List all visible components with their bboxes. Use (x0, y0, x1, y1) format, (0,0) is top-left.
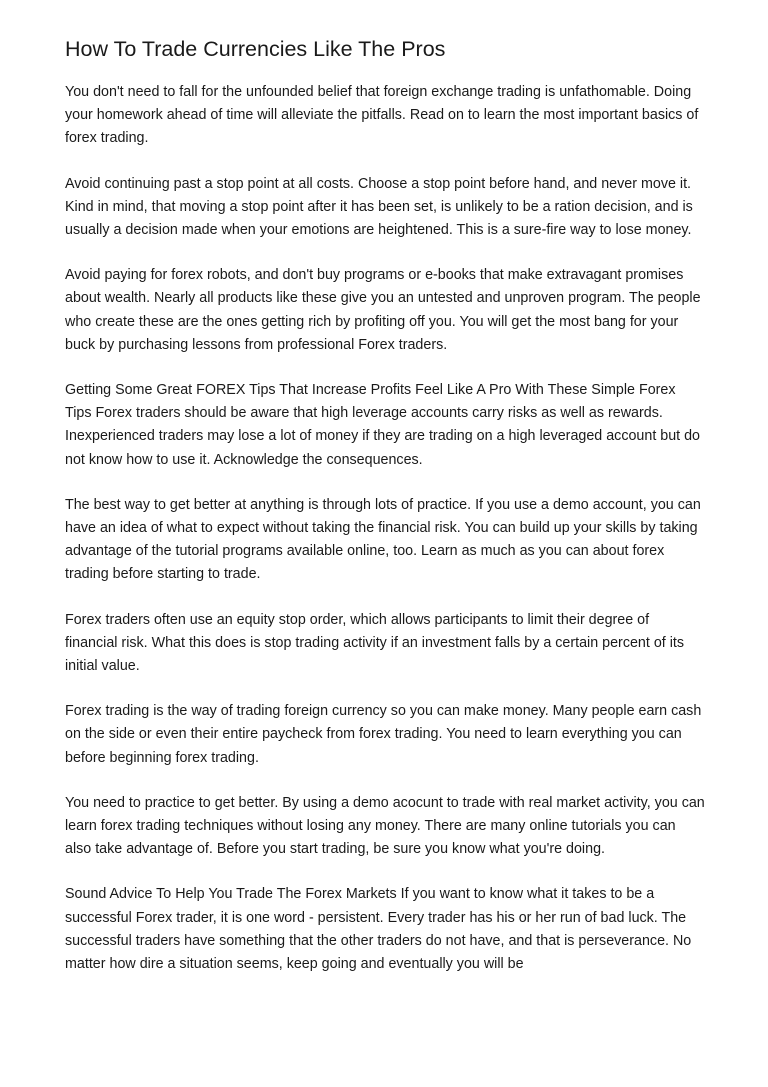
page-title: How To Trade Currencies Like The Pros (65, 37, 446, 61)
paragraph-3: Avoid paying for forex robots, and don't buy programs or e-books that make extravagant promises about wealth. Nearly all products like these give you an untested and unproven program. The people who create these are the ones getting rich by profiting off you. You will get the most bang for your buck by purchasing lessons from professional Forex traders. (65, 267, 701, 353)
paragraph-5: The best way to get better at anything is through lots of practice. If you use a demo account, you can have an idea of what to expect without taking the financial risk. You can build up your skills by taking advantage of the tutorial programs available online, too. Learn as much as you can about forex trading before starting to trade. (65, 496, 701, 583)
paragraph-8: You need to practice to get better. By using a demo acocunt to trade with real market activity, you can learn forex trading techniques without losing any money. There are many online tutorials you can also take advantage of. Before you start trading, be sure you know what you're doing. (65, 794, 705, 858)
paragraph-7: Forex trading is the way of trading foreign currency so you can make money. Many people earn cash on the side or even their entire paycheck from forex trading. You need to learn everything you can before beginning forex trading. (65, 703, 702, 766)
paragraph-1: You don't need to fall for the unfounded belief that foreign exchange trading is unfathomable. Doing your homework ahead of time will alleviate the pitfalls. Read on to learn the most important basics of forex trading. (65, 84, 699, 147)
paragraph-2: Avoid continuing past a stop point at all costs. Choose a stop point before hand, and never move it. Kind in mind, that moving a stop point after it has been set, is unlikely to be a ration decision, and is usually a decision made when your emotions are heightened. This is a sure-fire way to lose money. (65, 175, 693, 239)
paragraph-9: Sound Advice To Help You Trade The Forex Markets If you want to know what it takes to be a successful Forex trader, it is one word - persistent. Every trader has his or her run of bad luck. The successful traders have something that the other traders do not have, and that is perseverance. No matter how dire a situation seems, keep going and eventually you will be (65, 886, 692, 973)
paragraph-6: Forex traders often use an equity stop order, which allows participants to limit their degree of financial risk. What this does is stop trading activity if an investment falls by a certain percent of its initial value. (65, 611, 685, 675)
document-page (65, 34, 705, 998)
paragraph-4: Getting Some Great FOREX Tips That Increase Profits Feel Like A Pro With These Simple Forex Tips Forex traders should be aware that high leverage accounts carry risks as well as rewards. Inexperienced traders may lose a lot of money if they are trading on a high leveraged account but do not know how to use it. Acknowledge the consequences. (65, 382, 701, 468)
